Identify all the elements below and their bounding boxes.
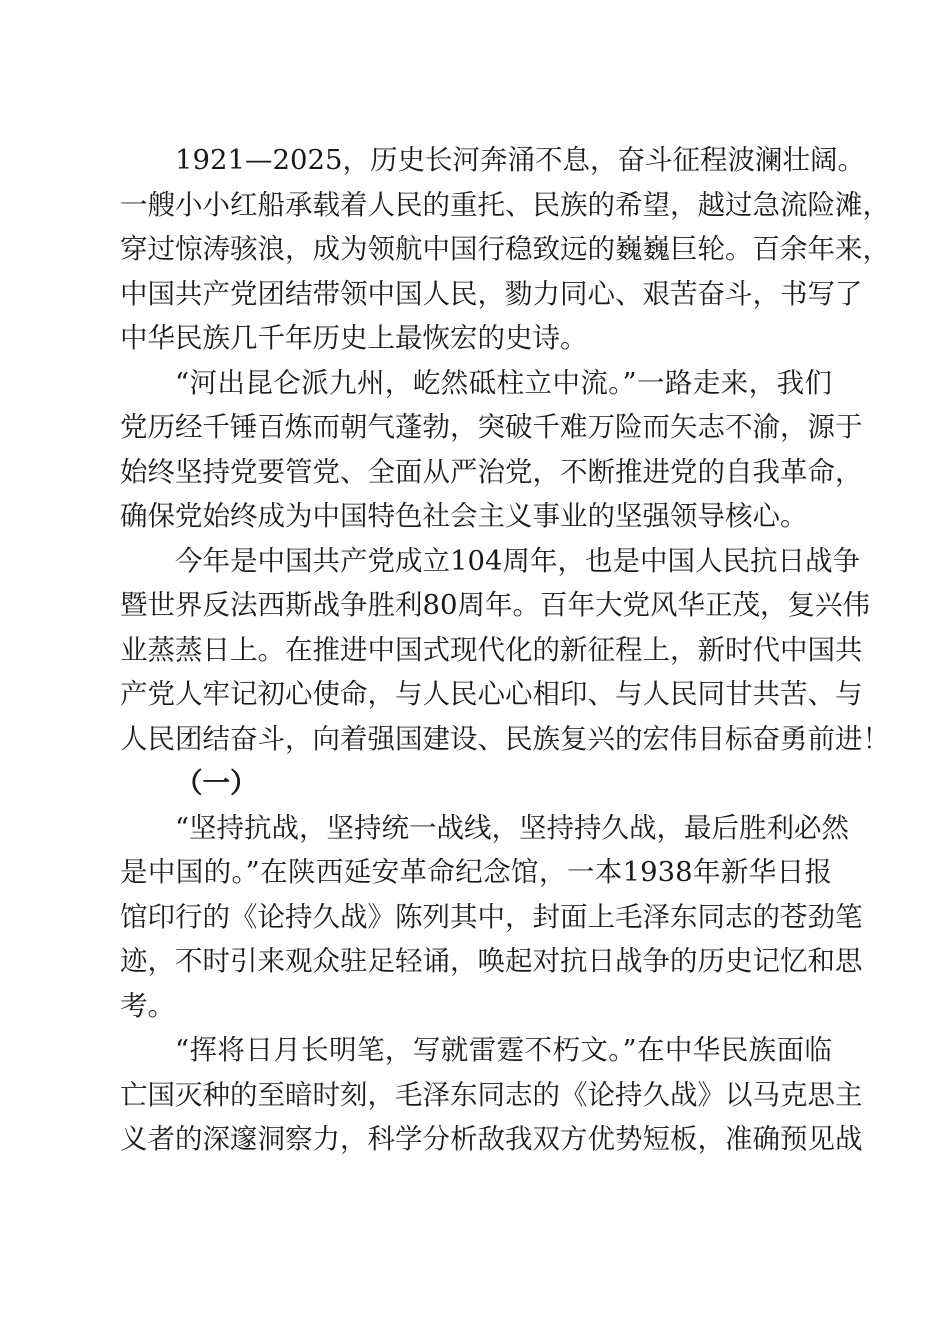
paragraph-line: “挥将日月长明笔，写就雷霆不朽文。”在中华民族面临: [175, 1034, 832, 1066]
paragraph-line: 确保党始终成为中国特色社会主义事业的坚强领导核心。: [120, 500, 808, 532]
paragraph-line: 是中国的。”在陕西延安革命纪念馆，一本1938年新华日报: [120, 856, 832, 888]
paragraph-line: 党历经千锤百炼而朝气蓬勃，突破千难万险而矢志不渝，源于: [120, 411, 863, 443]
paragraph-line: 始终坚持党要管党、全面从严治党，不断推进党的自我革命，: [120, 455, 863, 488]
section-heading: （一）: [175, 767, 258, 799]
paragraph-line: 义者的深邃洞察力，科学分析敌我双方优势短板，准确预见战: [120, 1123, 863, 1155]
paragraph-line: 中国共产党团结带领中国人民，勠力同心、艰苦奋斗，书写了: [120, 277, 863, 310]
paragraph-line: 1921—2025，历史长河奔涌不息，奋斗征程波澜壮阔。: [175, 144, 865, 176]
paragraph-line: “坚持抗战，坚持统一战线，坚持持久战，最后胜利必然: [175, 811, 850, 844]
paragraph-line: 考。: [120, 989, 175, 1022]
paragraph-line: 迹，不时引来观众驻足轻诵，唤起对抗日战争的历史记忆和思: [120, 945, 863, 977]
article-body: [120, 138, 890, 1162]
paragraph-line: 今年是中国共产党成立104周年，也是中国人民抗日战争: [175, 544, 860, 577]
paragraph-line: 亡国灭种的至暗时刻，毛泽东同志的《论持久战》以马克思主: [120, 1078, 863, 1111]
paragraph-line: 馆印行的《论持久战》陈列其中，封面上毛泽东同志的苍劲笔: [120, 900, 863, 933]
paragraph-line: 穿过惊涛骇浪，成为领航中国行稳致远的巍巍巨轮。百余年来，: [120, 233, 890, 265]
paragraph-line: 人民团结奋斗，向着强国建设、民族复兴的宏伟目标奋勇前进！: [120, 722, 890, 755]
paragraph-line: 业蒸蒸日上。在推进中国式现代化的新征程上，新时代中国共: [120, 633, 863, 666]
paragraph-line: “河出昆仑派九州，屹然砥柱立中流。”一路走来，我们: [175, 366, 832, 399]
paragraph-line: 产党人牢记初心使命，与人民心心相印、与人民同甘共苦、与: [120, 678, 863, 710]
paragraph-line: 中华民族几千年历史上最恢宏的史诗。: [120, 322, 588, 354]
paragraph-line: 暨世界反法西斯战争胜利80周年。百年大党风华正茂，复兴伟: [120, 589, 870, 621]
paragraph-line: 一艘小小红船承载着人民的重托、民族的希望，越过急流险滩，: [120, 188, 890, 221]
